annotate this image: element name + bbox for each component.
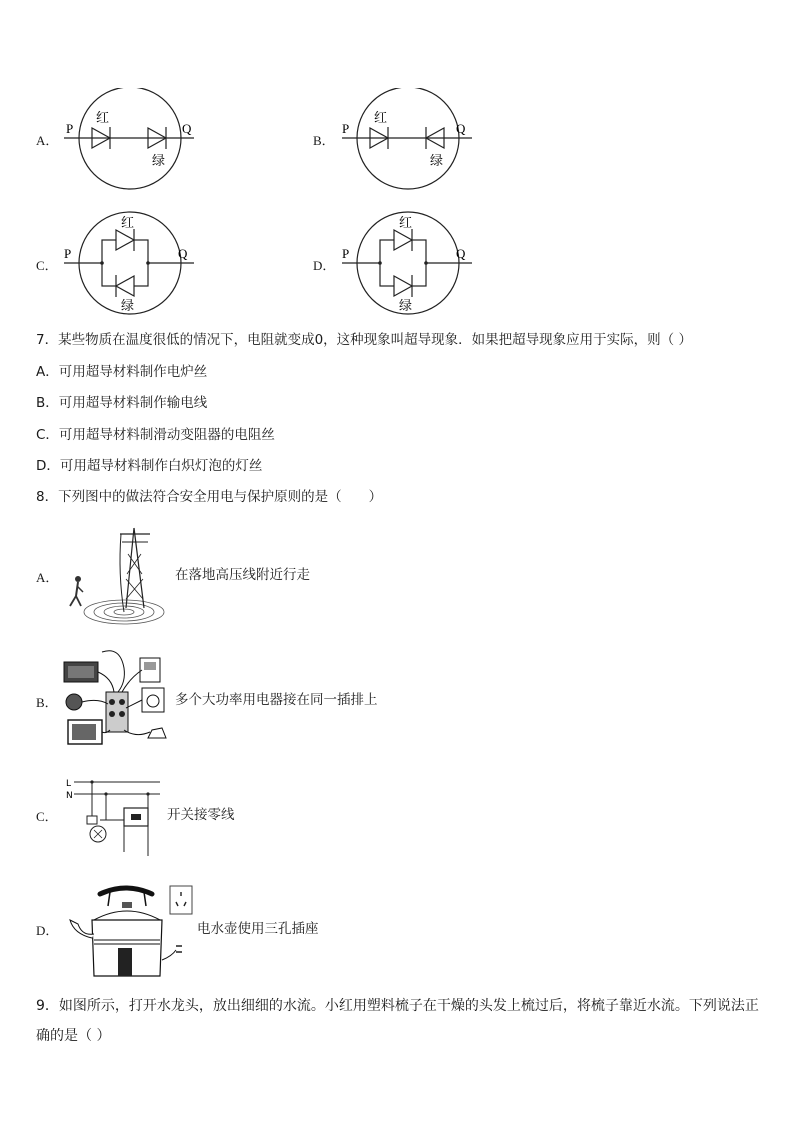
q8-option-b-caption: 多个大功率用电器接在同一插排上 bbox=[175, 692, 378, 708]
option-letter-a: A． bbox=[36, 133, 59, 148]
circuit-diagram-c bbox=[60, 210, 200, 316]
label-green: 绿 bbox=[152, 154, 166, 169]
terminal-q: Q bbox=[456, 246, 466, 261]
label-green: 绿 bbox=[399, 299, 413, 314]
three-hole-socket-icon bbox=[170, 886, 192, 914]
q7-option-d: D．可用超导材料制作白炽灯泡的灯丝 bbox=[36, 458, 263, 474]
q7-option-a: A．可用超导材料制作电炉丝 bbox=[36, 364, 208, 380]
option-letter-d: D． bbox=[313, 258, 336, 273]
option-letter-c: C． bbox=[36, 258, 58, 273]
q8-option-letter-a: A． bbox=[36, 570, 59, 585]
line-l-label: L bbox=[66, 779, 72, 789]
diode-green-icon bbox=[394, 276, 412, 296]
diode-red-icon bbox=[116, 230, 134, 250]
label-red: 红 bbox=[121, 216, 135, 231]
terminal-q: Q bbox=[182, 121, 192, 136]
terminal-p: P bbox=[66, 121, 74, 136]
line-n-label: N bbox=[66, 791, 73, 801]
q7-stem: 7．某些物质在温度很低的情况下，电阻就变成0，这种现象叫超导现象．如果把超导现象应用于实际，则（ ） bbox=[36, 332, 692, 348]
label-green: 绿 bbox=[430, 154, 444, 169]
terminal-p: P bbox=[64, 246, 72, 261]
q8-option-letter-c: C． bbox=[36, 809, 58, 824]
diode-red-icon bbox=[394, 230, 412, 250]
circuit-diagram-a bbox=[60, 88, 200, 192]
terminal-q: Q bbox=[178, 246, 188, 261]
diode-green-icon bbox=[116, 276, 134, 296]
q8-stem: 8．下列图中的做法符合安全用电与保护原则的是（ ） bbox=[36, 489, 383, 505]
q8-option-letter-b: B． bbox=[36, 695, 58, 710]
label-red: 红 bbox=[399, 216, 413, 231]
terminal-p: P bbox=[342, 246, 350, 261]
label-red: 红 bbox=[96, 111, 110, 126]
power-strip-overload-picture bbox=[62, 648, 174, 750]
label-green: 绿 bbox=[121, 299, 135, 314]
option-letter-b: B． bbox=[313, 133, 335, 148]
switch-wiring-diagram bbox=[64, 774, 164, 860]
q7-option-b: B．可用超导材料制作输电线 bbox=[36, 395, 208, 411]
high-voltage-tower-picture bbox=[64, 524, 168, 630]
circuit-diagram-b bbox=[338, 88, 478, 192]
q7-option-c: C．可用超导材料制滑动变阻器的电阻丝 bbox=[36, 427, 275, 443]
q8-option-d-caption: 电水壶使用三孔插座 bbox=[197, 921, 319, 937]
q9-stem-line1: 9．如图所示，打开水龙头，放出细细的水流。小红用塑料梳子在干燥的头发上梳过后，将梳子靠近水流。下列说法正 bbox=[36, 998, 759, 1014]
circuit-diagram-d bbox=[338, 210, 478, 316]
terminal-q: Q bbox=[456, 121, 466, 136]
q8-option-c-caption: 开关接零线 bbox=[167, 807, 235, 823]
q8-option-letter-d: D． bbox=[36, 923, 59, 938]
label-red: 红 bbox=[374, 111, 388, 126]
q9-stem-line2: 确的是（ ） bbox=[36, 1028, 111, 1044]
q8-option-a-caption: 在落地高压线附近行走 bbox=[175, 567, 310, 583]
electric-kettle-picture bbox=[64, 880, 196, 980]
terminal-p: P bbox=[342, 121, 350, 136]
